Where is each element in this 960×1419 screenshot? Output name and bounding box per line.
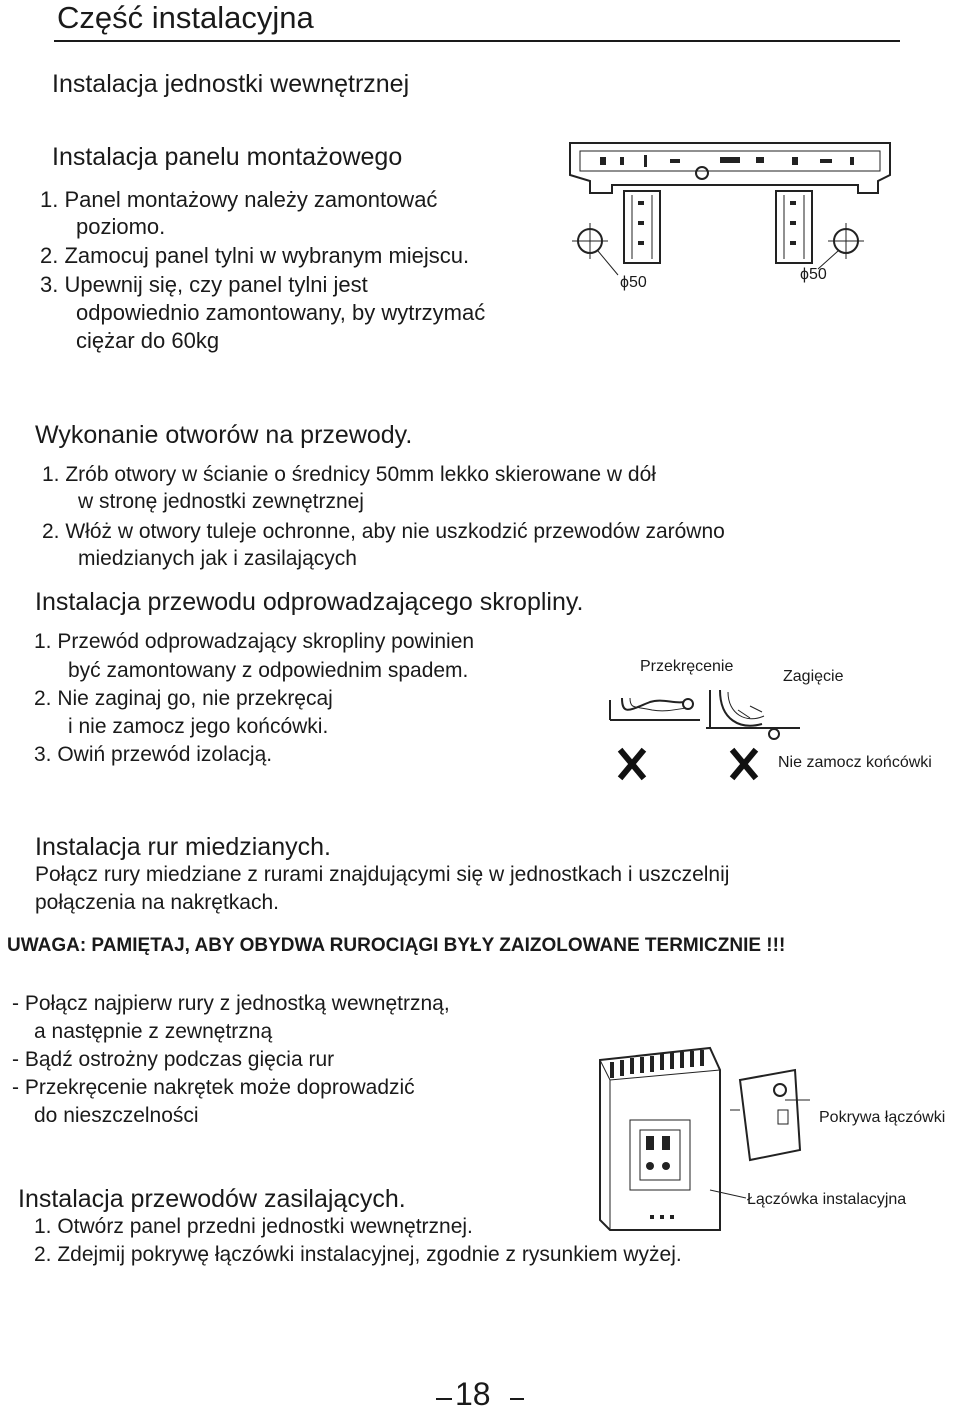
mounting-panel-heading: Instalacja panelu montażowego <box>52 143 403 171</box>
page-number-dash-right <box>510 1398 524 1400</box>
drain-line-5: 3. Owiń przewód izolacją. <box>34 743 273 766</box>
mounting-line-1: 1. Panel montażowy należy zamontować <box>40 187 438 212</box>
cover-label: Pokrywa łączówki <box>819 1109 946 1126</box>
holes-heading: Wykonanie otworów na przewody. <box>35 421 413 449</box>
bend-label: Zagięcie <box>783 668 844 685</box>
holes-line-2: w stronę jednostki zewnętrznej <box>78 490 364 513</box>
holes-line-3: 2. Włóż w otwory tuleje ochronne, aby nie uszkodzić przewodów zarówno <box>42 520 725 543</box>
mounting-line-6: ciężar do 60kg <box>76 328 220 353</box>
drain-line-3: 2. Nie zaginaj go, nie przekręcaj <box>34 687 333 710</box>
power-line-1: 1. Otwórz panel przedni jednostki wewnętrznej. <box>34 1215 473 1238</box>
warning-text: UWAGA: PAMIĘTAJ, ABY OBYDWA RUROCIĄGI BYŁY ZAIZOLOWANE TERMICZNIE !!! <box>7 935 786 956</box>
page-title: Część instalacyjna <box>57 0 314 35</box>
copper-line-2: połączenia na nakrętkach. <box>35 891 279 914</box>
drain-line-4: i nie zamocz jego końcówki. <box>68 715 329 738</box>
diameter-label-right: ϕ50 <box>800 266 827 283</box>
mounting-line-5: odpowiednio zamontowany, by wytrzymać <box>76 300 486 325</box>
page-number: 18 <box>455 1376 491 1412</box>
twist-label: Przekręcenie <box>640 658 734 675</box>
drain-line-2: być zamontowany z odpowiednim spadem. <box>68 659 469 682</box>
copper-bullet-5: do nieszczelności <box>34 1104 199 1127</box>
wet-end-label: Nie zamocz końcówki <box>778 754 932 771</box>
drain-line-1: 1. Przewód odprowadzający skropliny powinien <box>34 630 475 653</box>
title-rule <box>54 40 900 42</box>
holes-line-4: miedzianych jak i zasilających <box>78 547 357 570</box>
copper-bullet-1: - Połącz najpierw rury z jednostką wewnętrzną, <box>12 992 450 1015</box>
terminal-block-figure <box>590 1040 820 1240</box>
copper-bullet-4: - Przekręcenie nakrętek może doprowadzić <box>12 1076 415 1099</box>
mounting-line-2: poziomo. <box>76 214 166 239</box>
copper-bullet-2: a następnie z zewnętrzną <box>34 1020 273 1043</box>
copper-bullet-3: - Bądź ostrożny podczas gięcia rur <box>12 1048 335 1071</box>
terminal-label: Łączówka instalacyjna <box>747 1191 907 1208</box>
diameter-label-left: ϕ50 <box>620 274 647 291</box>
copper-line-1: Połącz rury miedziane z rurami znajdującymi się w jednostkach i uszczelnij <box>35 863 730 886</box>
section-heading-indoor: Instalacja jednostki wewnętrznej <box>52 70 410 98</box>
page-number-dash-left <box>436 1398 452 1400</box>
mounting-line-4: 3. Upewnij się, czy panel tylni jest <box>40 272 368 297</box>
copper-heading: Instalacja rur miedzianych. <box>35 833 331 861</box>
holes-line-1: 1. Zrób otwory w ścianie o średnicy 50mm lekko skierowane w dół <box>42 463 656 486</box>
mounting-plate-figure <box>560 135 910 295</box>
mounting-line-3: 2. Zamocuj panel tylni w wybranym miejscu. <box>40 243 470 268</box>
power-heading: Instalacja przewodów zasilających. <box>18 1185 406 1213</box>
drain-hose-figure <box>600 680 800 790</box>
drain-heading: Instalacja przewodu odprowadzającego skropliny. <box>35 588 584 616</box>
power-line-2: 2. Zdejmij pokrywę łączówki instalacyjnej, zgodnie z rysunkiem wyżej. <box>34 1243 682 1266</box>
